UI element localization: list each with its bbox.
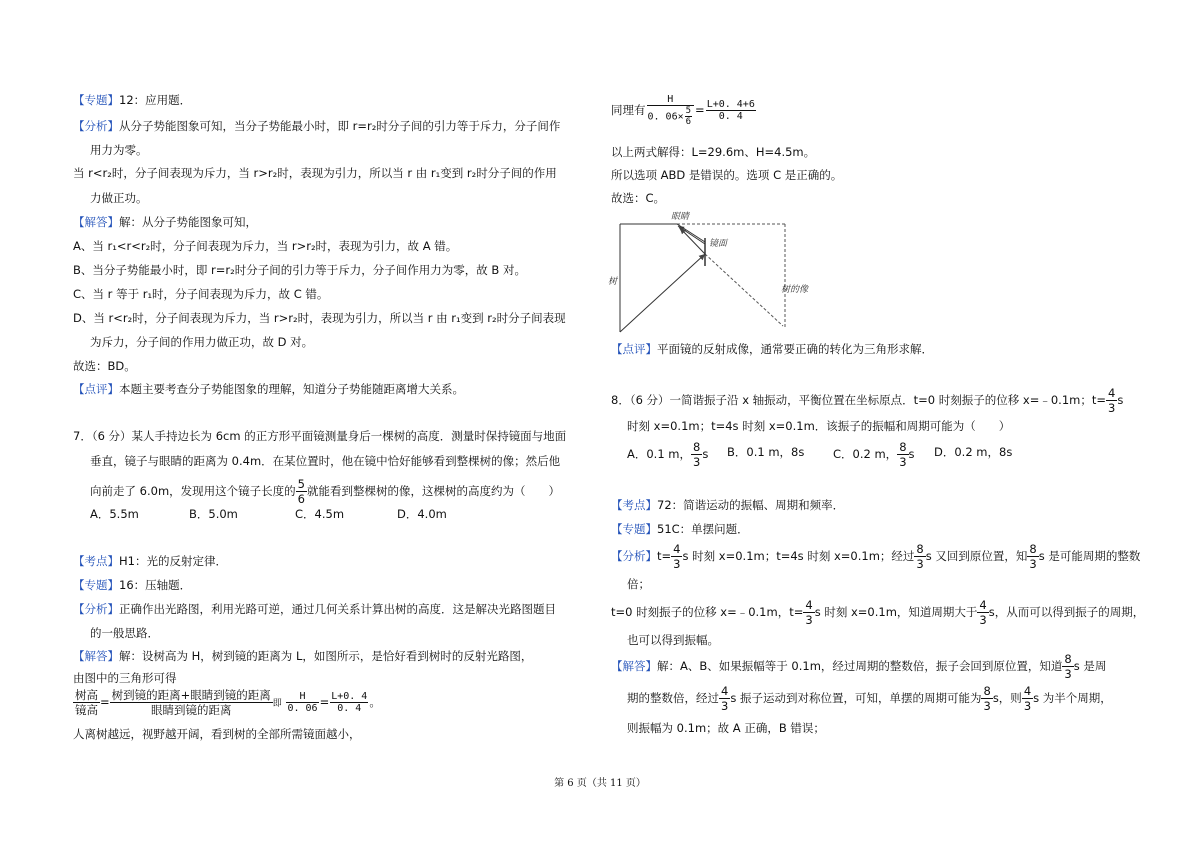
text-line: 倍； [627,577,650,591]
fraction-denominator [647,106,695,127]
text-segment: 解：A、B、如果振幅等于 0.1m，经过周期的整数倍，振子会回到原位置，知道 [657,659,1063,673]
text-segment: 期的整数倍，经过 [627,691,719,705]
jieda-line [73,214,257,230]
text-segment: 向前走了 6.0m，发现用这个镜子长度的 [90,484,296,498]
choice-line: 故选：BD。 [73,359,136,373]
fraction-numerator: 4 [673,542,681,556]
fraction-denominator: 3 [1029,557,1037,571]
text-segment: 8．（6 分）一简谐振子沿 x 轴振动，平衡位置在坐标原点．t=0 时刻振子的位移 x=﹣0.1m；t= [611,393,1107,407]
page-footer: 第 6 页（共 11 页） [554,778,646,789]
equals-sign: = [100,695,110,709]
text-segment: s [1117,393,1124,407]
text-segment: 。 [369,695,381,709]
text-segment: A．0.1 m， [627,447,692,461]
text-line: 用力为零。 [90,143,148,157]
text-segment: s 振子运动到对称位置，可知，单摆的周期可能为 [730,691,982,705]
fraction-denominator: 3 [916,557,924,571]
dianping-line [73,381,464,397]
fraction-numerator: 4 [721,684,729,698]
fraction-denominator: 3 [983,699,991,713]
text-segment: 同理有 [611,103,646,117]
section-tag: 【解答】 [73,215,119,229]
fraction-denominator: 3 [899,455,907,469]
fraction-denominator: 3 [1108,401,1116,415]
equals-sign: = [319,695,330,709]
fraction-denominator: 6 [685,117,692,127]
text-line: 则振幅为 0.1m；故 A 正确，B 错误； [627,721,825,735]
fraction-numerator: 8 [899,440,907,454]
option-b: B．5.0m [189,507,238,521]
fraction-numerator: 5 [297,477,305,491]
fraction [1106,386,1117,415]
tree-image-label: 树的像 [781,285,809,295]
section-text: 解：从分子势能图象可知， [119,215,257,229]
fraction-denominator: 3 [1023,699,1032,713]
fraction-numerator: 5 [685,106,692,116]
option-c [833,440,915,469]
text-segment: t=0 时刻振子的位移 x=﹣0.1m，t= [611,605,804,619]
fraction [330,691,368,714]
section-tag: 【分析】 [73,602,119,616]
text-segment: s 是周 [1073,659,1107,673]
text-segment: s [908,447,915,461]
option-a: A．5.5m [90,507,139,521]
section-tag: 【专题】 [73,93,119,107]
fraction-denominator: 0. 4 [718,111,743,122]
fraction [706,99,756,122]
fraction-numerator: 8 [983,684,991,698]
section-text: H1：光的反射定律． [119,554,227,568]
fraction [981,684,992,713]
text-segment: s 又回到原位置，知 [925,549,1028,563]
option-a [627,440,708,469]
text-line: 为斥力，分子间的作用力做正功，故 D 对。 [90,335,314,349]
section-text: 解：设树高为 H，树到镜的距离为 L，如图所示，是恰好看到树时的反射光路图， [119,649,533,663]
section-text: 72：简谐运动的振幅、周期和频率． [657,498,845,512]
fraction [691,440,702,469]
fraction-denominator: 眼睛到镜的距离 [150,703,232,717]
section-tag: 【专题】 [611,522,657,536]
fraction-numerator: H [647,94,695,106]
fraction-numerator: L+0. 4+6 [706,99,755,110]
section-text: 本题主要考查分子势能图象的理解，知道分子势能随距离增大关系。 [119,382,464,396]
eye-label: 眼睛 [671,212,690,222]
fraction-numerator: 树到镜的距离+眼睛到镜的距离 [111,688,271,702]
text-segment: s，则 [992,691,1022,705]
fraction-numerator: 4 [805,598,813,612]
equals-sign: = [695,103,705,117]
text-line: 力做正功。 [90,191,148,205]
bottom-ray [620,254,705,332]
section-text: 平面镜的反射成像，通常要正确的转化为三角形求解． [657,342,933,356]
option-d: D．0.2 m，8s [934,445,1013,459]
fraction-numerator: 8 [916,542,924,556]
fraction [685,106,692,127]
text-segment: s，从而可以得到振子的周期， [988,605,1145,619]
fraction [1027,542,1038,571]
fraction-denominator: 镜高 [75,703,98,717]
answer-c: C、当 r 等于 r₁时，分子间表现为斥力，故 C 错。 [73,287,329,301]
jieda-line [73,648,532,664]
fraction-denominator: 3 [979,613,987,627]
question-7-fraction-line [90,477,560,506]
equation-line [73,688,381,717]
text-line: 由图中的三角形可得 [73,671,177,685]
section-text: 从分子势能图象可知，当分子势能最小时，即 r=r₂时分子间的引力等于斥力，分子间作 [119,119,561,133]
zhuanti-line [611,521,749,537]
section-text: 12：应用题． [119,93,192,107]
fraction [977,598,988,627]
question-7-line: 7．（6 分）某人手持边长为 6cm 的正方形平面镜测量身后一棵树的高度．测量时保持镜面与地面 [73,429,567,443]
fenxi-line [73,601,556,617]
fraction-denominator: 0. 06 [287,703,318,714]
text-line: 也可以得到振幅。 [627,633,719,647]
text-line: 所以选项 ABD 是错误的。选项 C 是正确的。 [611,168,843,182]
answer-b: B、当分子势能最小时，即 r=r₂时分子间的引力等于斥力，分子间作用力为零，故 B 对。 [73,263,526,277]
text-line [627,684,1112,713]
fraction-numerator: 8 [1029,542,1037,556]
tree-label: 树 [608,277,618,287]
fraction [671,542,682,571]
section-text: 51C：单摆问题． [657,522,749,536]
fraction [73,688,100,717]
fraction-denominator: 3 [1064,667,1072,681]
text-segment: C．0.2 m， [833,447,898,461]
fraction-numerator: 4 [1023,684,1032,698]
dianping-line [611,341,933,357]
mirror-label: 镜面 [709,239,728,249]
fraction [286,691,318,714]
reflected-ray-top [678,226,705,244]
text-line: 当 r<r₂时，分子间表现为斥力，当 r>r₂时，表现为引力，所以当 r 由 r₁变到 r₂时分子间的作用 [73,166,557,180]
text-segment: s 为半个周期， [1033,691,1112,705]
section-tag: 【点评】 [73,382,119,396]
fraction-denominator: 3 [721,699,729,713]
choice-line: 故选：C。 [611,191,666,205]
fraction [110,688,273,717]
fraction-denominator: 3 [673,557,681,571]
jieda-line [611,652,1106,681]
fraction-numerator: L+0. 4 [331,691,368,702]
kaodian-line [73,553,227,569]
section-tag: 【分析】 [73,119,119,133]
section-tag: 【专题】 [73,578,119,592]
text-line: 以上两式解得：L=29.6m、H=4.5m。 [611,145,816,159]
text-segment: 即 [272,699,282,709]
fraction-numerator: 4 [979,598,987,612]
light-path-figure [605,208,845,338]
equation-line [611,94,757,127]
text-segment: t= [657,549,672,563]
question-8-line [611,386,1123,415]
fenxi-line [73,118,560,134]
option-b: B．0.1 m，8s [727,445,805,459]
text-segment: s 是可能周期的整数 [1038,549,1141,563]
text-segment: s 时刻 x=0.1m，知道周期大于 [814,605,978,619]
text-segment: 0. 06× [647,111,684,123]
answer-a: A、当 r₁<r<r₂时，分子间表现为斥力，当 r>r₂时，表现为引力，故 A 错。 [73,239,458,253]
answer-d: D、当 r<r₂时，分子间表现为斥力，当 r>r₂时，表现为引力，所以当 r 由 r₁变到 r₂时分子间表现 [73,311,566,325]
section-tag: 【考点】 [73,554,119,568]
fraction [803,598,814,627]
section-text: 正确作出光路图，利用光路可逆，通过几何关系计算出树的高度．这是解决光路图题目 [119,602,556,616]
image-bottom-dashed [705,254,783,326]
zhuanti-line [73,577,191,593]
text-line: 人离树越远，视野越开阔，看到树的全部所需镜面越小， [73,727,361,741]
fraction-denominator: 6 [297,492,305,506]
section-tag: 【分析】 [611,549,657,563]
kaodian-line [611,497,844,513]
fraction [647,94,695,127]
fraction-denominator: 3 [805,613,813,627]
fraction-numerator: 4 [1108,386,1116,400]
fenxi-line [611,542,1140,571]
text-line: 时刻 x=0.1m；t=4s 时刻 x=0.1m．该振子的振幅和周期可能为（ ） [627,419,1011,433]
fraction-denominator: 0. 4 [337,703,362,714]
text-line: 的一般思路． [90,626,159,640]
option-c: C．4.5m [295,507,345,521]
fraction [1022,684,1033,713]
fraction [296,477,307,506]
section-tag: 【解答】 [73,649,119,663]
fraction-denominator: 3 [693,455,701,469]
section-tag: 【点评】 [611,342,657,356]
fraction-numerator: H [286,691,318,703]
text-segment: s [702,447,709,461]
text-segment: 就能看到整棵树的像，这棵树的高度约为（ ） [306,484,560,498]
fraction [897,440,908,469]
fraction [1062,652,1073,681]
section-tag: 【考点】 [611,498,657,512]
fraction-numerator: 8 [1064,652,1072,666]
text-line: 垂直，镜子与眼睛的距离为 0.4m．在某位置时，他在镜中恰好能够看到整棵树的像；然后他 [90,454,561,468]
zhuanti-line [73,92,191,108]
fraction [719,684,730,713]
text-segment: s 时刻 x=0.1m；t=4s 时刻 x=0.1m；经过 [682,549,915,563]
fraction-numerator: 树高 [75,688,98,702]
option-d: D．4.0m [397,507,447,521]
text-line [611,598,1144,627]
section-tag: 【解答】 [611,659,657,673]
fraction [914,542,925,571]
section-text: 16：压轴题． [119,578,192,592]
fraction-numerator: 8 [693,440,701,454]
